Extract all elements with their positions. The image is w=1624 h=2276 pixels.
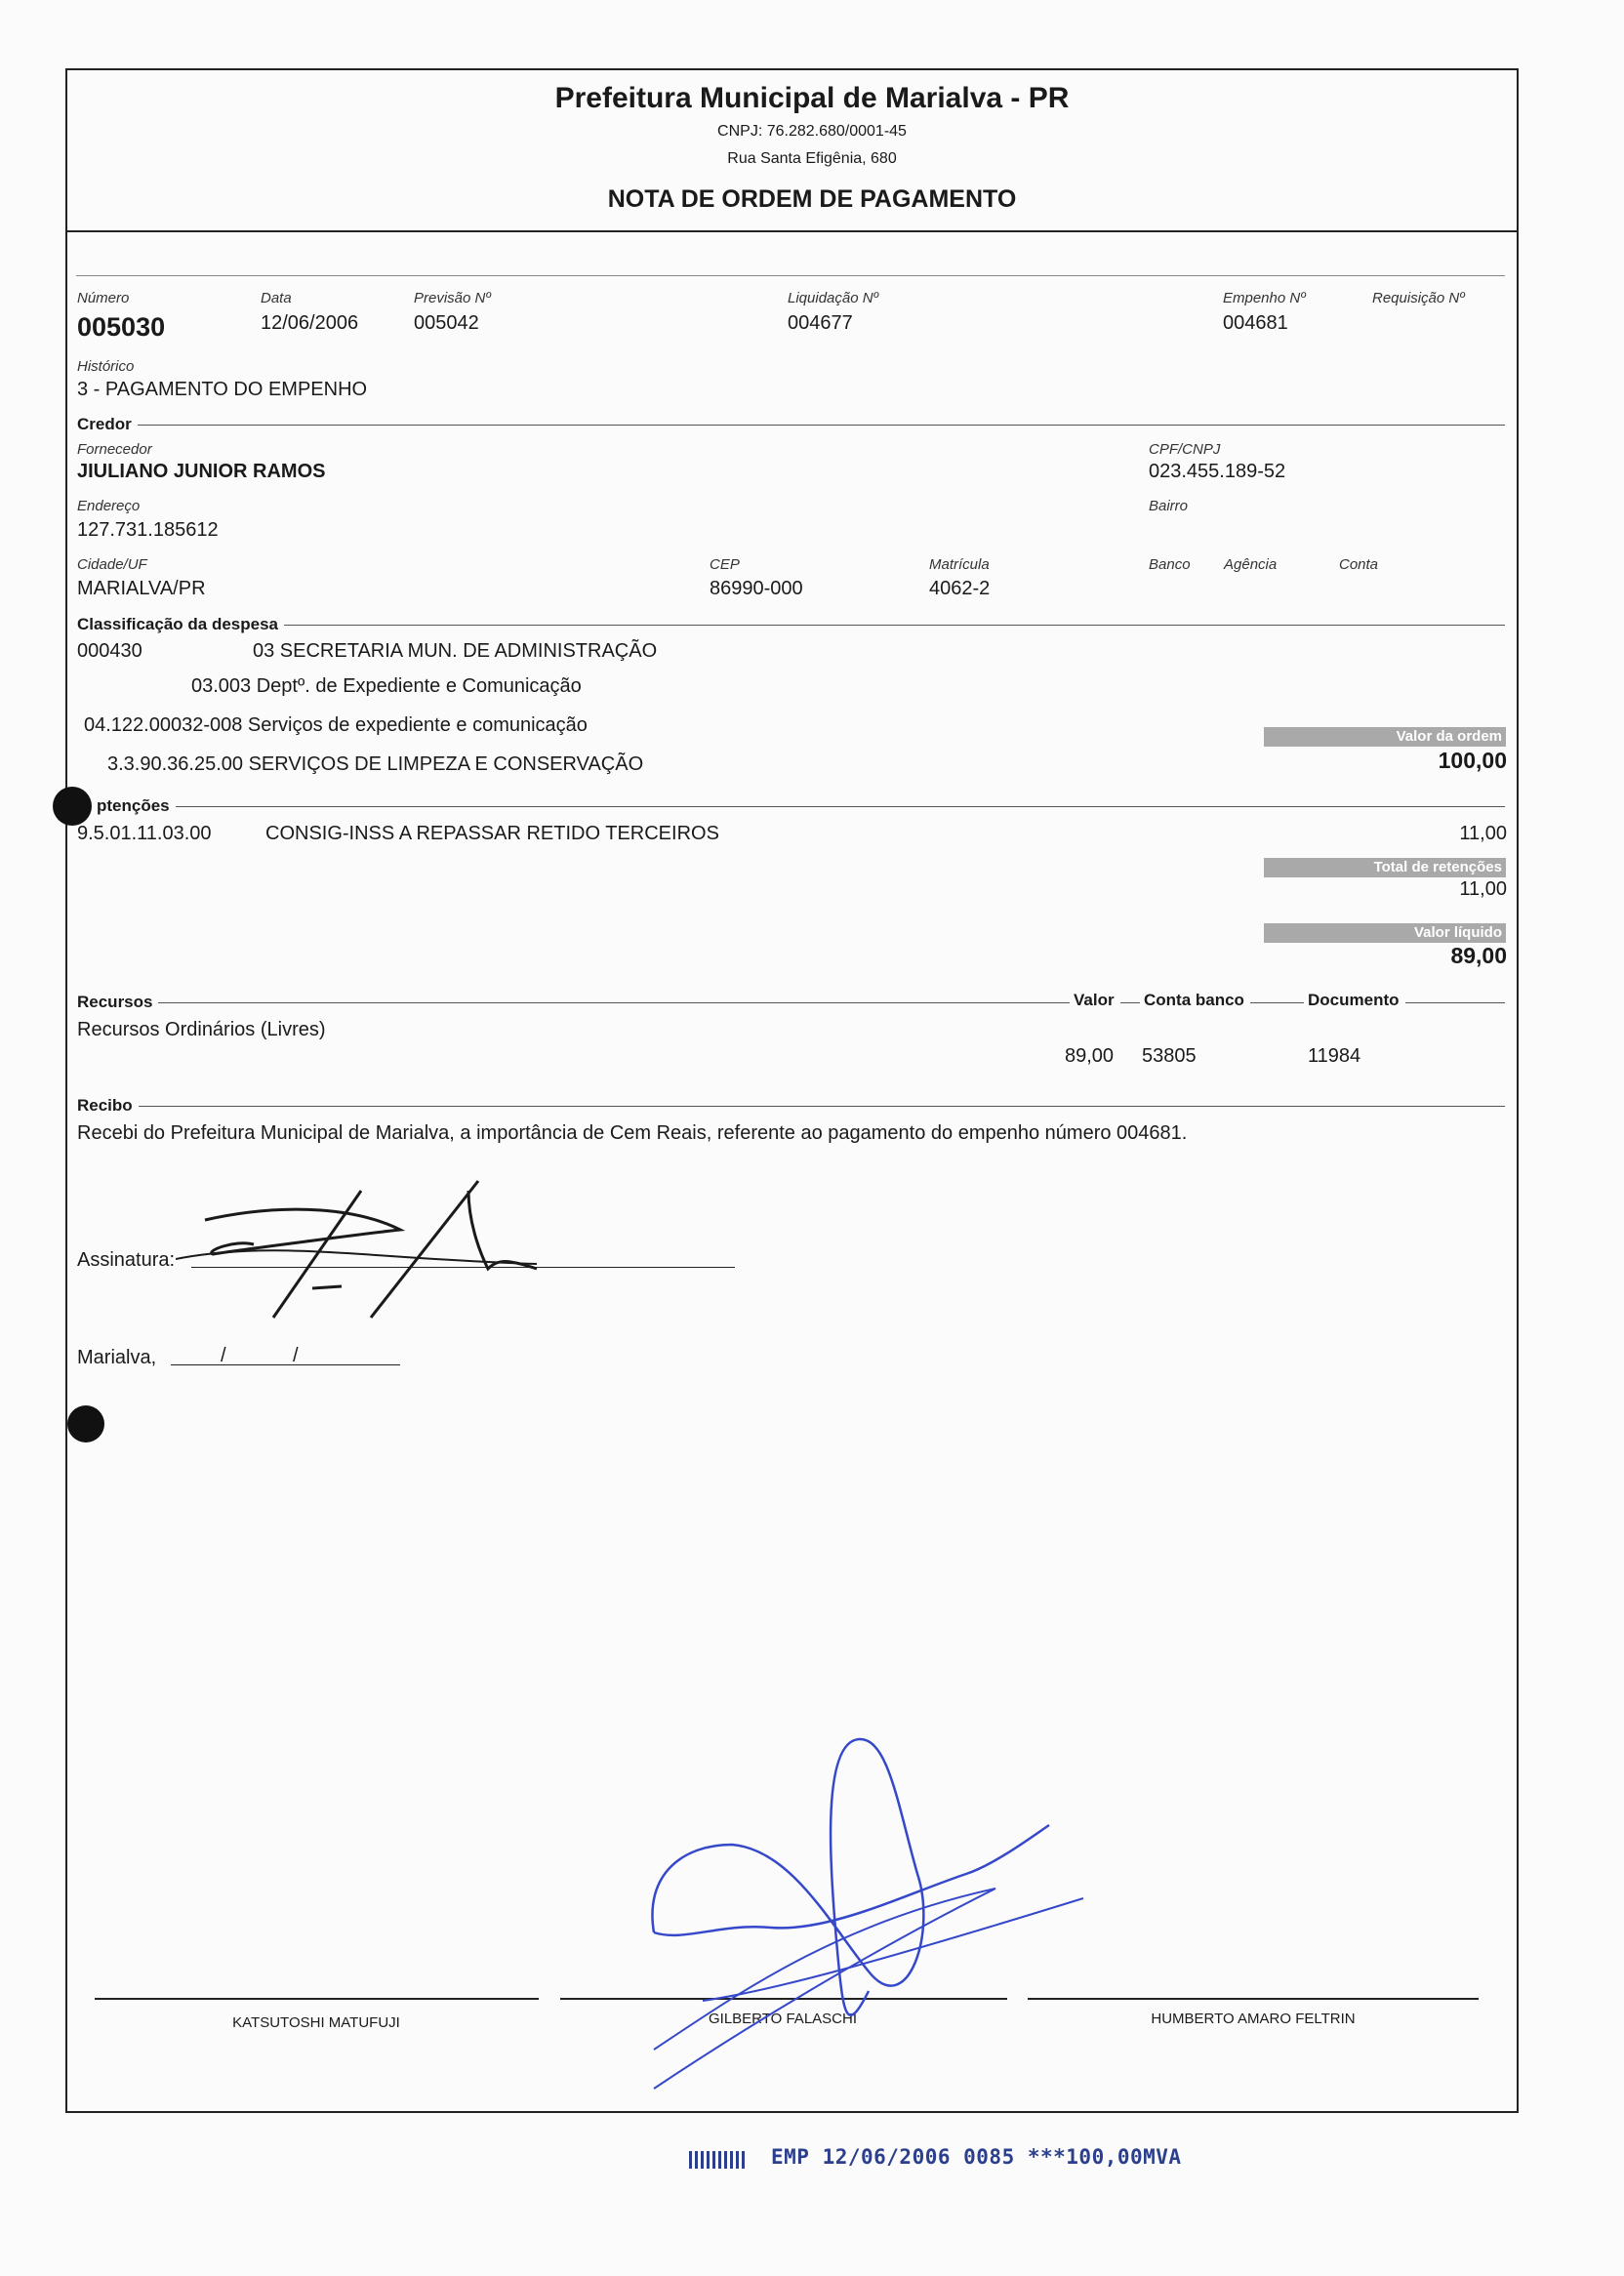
classificacao-section: Classificação da despesa — [77, 615, 284, 634]
conta-label: Conta — [1339, 556, 1379, 573]
recursos-documento-label: Documento — [1304, 991, 1405, 1010]
credor-rule — [77, 425, 1505, 426]
bairro-label: Bairro — [1149, 498, 1189, 514]
address: Rua Santa Efigênia, 680 — [727, 150, 897, 167]
data-value: 12/06/2006 — [261, 312, 359, 334]
liquidacao-label: Liquidação Nº — [788, 290, 879, 306]
agencia-label: Agência — [1224, 556, 1278, 573]
retencao-desc: CONSIG-INSS A REPASSAR RETIDO TERCEIROS — [265, 823, 719, 844]
recursos-fonte: Recursos Ordinários (Livres) — [77, 1019, 326, 1040]
orgao: 03 SECRETARIA MUN. DE ADMINISTRAÇÃO — [253, 640, 658, 662]
recibo-text: Recebi do Prefeitura Municipal de Marialva, a importância de Cem Reais, referente ao pagamento do empenho número 004681. — [77, 1122, 1188, 1144]
retencao-code: 9.5.01.11.03.00 — [77, 823, 212, 844]
cidade-value: MARIALVA/PR — [77, 578, 206, 599]
total-retencoes-label: Total de retenções — [1264, 858, 1506, 877]
blue-ink-signature-icon — [625, 1727, 1093, 2098]
assinatura-label: Assinatura: — [77, 1249, 176, 1271]
punch-hole-top — [53, 787, 92, 826]
recursos-rule — [77, 1002, 1505, 1003]
recursos-valor: 89,00 — [1065, 1045, 1115, 1067]
historico-value: 3 - PAGAMENTO DO EMPENHO — [77, 379, 368, 400]
empenho-value: 004681 — [1223, 312, 1288, 334]
page-title: Prefeitura Municipal de Marialva - PR — [554, 82, 1070, 114]
valor-ordem-value: 100,00 — [1438, 748, 1507, 773]
stamp-barcode-icon — [689, 2151, 748, 2169]
receipt-signature-icon — [176, 1161, 586, 1337]
date-line — [171, 1364, 400, 1365]
stamp-text: EMP 12/06/2006 0085 ***100,00MVA — [771, 2145, 1182, 2169]
fornecedor-value: JIULIANO JUNIOR RAMOS — [77, 461, 326, 482]
recursos-valor-label: Valor — [1070, 991, 1120, 1010]
recibo-rule — [77, 1106, 1505, 1107]
matricula-value: 4062-2 — [929, 578, 991, 599]
fornecedor-label: Fornecedor — [77, 441, 152, 458]
classificacao-rule — [77, 625, 1505, 626]
liquidacao-value: 004677 — [788, 312, 853, 334]
empenho-label: Empenho Nº — [1223, 290, 1306, 306]
matricula-label: Matrícula — [929, 556, 990, 573]
unidade: 03.003 Deptº. de Expediente e Comunicação — [191, 675, 582, 697]
valor-liquido-value: 89,00 — [1450, 943, 1507, 968]
signatory-1: KATSUTOSHI MATUFUJI — [232, 2014, 400, 2031]
previsao-value: 005042 — [414, 312, 479, 334]
date-slash-2: / — [293, 1345, 299, 1366]
endereco-label: Endereço — [77, 498, 141, 514]
retencoes-rule — [77, 806, 1505, 807]
retencoes-section: ptenções — [77, 796, 176, 816]
banco-label: Banco — [1149, 556, 1191, 573]
historico-label: Histórico — [77, 358, 135, 375]
numero-label: Número — [77, 290, 130, 306]
recursos-section: Recursos — [77, 993, 158, 1012]
signatory-2: GILBERTO FALASCHI — [709, 2011, 857, 2027]
header-divider — [65, 230, 1519, 232]
previsao-label: Previsão Nº — [414, 290, 491, 306]
date-slash-1: / — [221, 1345, 226, 1366]
cnpj: CNPJ: 76.282.680/0001-45 — [717, 123, 907, 140]
top-rule — [76, 275, 1505, 276]
cpf-label: CPF/CNPJ — [1149, 441, 1221, 458]
document-title: NOTA DE ORDEM DE PAGAMENTO — [607, 185, 1017, 213]
recibo-section: Recibo — [77, 1096, 139, 1116]
valor-liquido-label: Valor líquido — [1264, 923, 1506, 943]
data-label: Data — [261, 290, 292, 306]
total-retencoes-value: 11,00 — [1459, 878, 1507, 900]
classificacao-code: 000430 — [77, 640, 142, 662]
cidade-label: Cidade/UF — [77, 556, 147, 573]
local-label: Marialva, — [77, 1347, 157, 1368]
valor-ordem-label: Valor da ordem — [1264, 727, 1506, 747]
elemento: 3.3.90.36.25.00 SERVIÇOS DE LIMPEZA E CONSERVAÇÃO — [107, 753, 644, 775]
cpf-value: 023.455.189-52 — [1149, 461, 1286, 482]
funcional: 04.122.00032-008 Serviços de expediente e comunicação — [84, 714, 588, 736]
recursos-conta: 53805 — [1142, 1045, 1197, 1067]
punch-hole-bottom — [67, 1405, 104, 1443]
endereco-value: 127.731.185612 — [77, 519, 219, 541]
signature-line-1 — [95, 1998, 539, 2000]
recursos-documento: 11984 — [1308, 1045, 1361, 1067]
retencao-valor: 11,00 — [1459, 823, 1507, 844]
recursos-conta-label: Conta banco — [1140, 991, 1250, 1010]
cep-label: CEP — [710, 556, 740, 573]
credor-section: Credor — [77, 415, 138, 434]
signatory-3: HUMBERTO AMARO FELTRIN — [1151, 2011, 1356, 2027]
signature-line-3 — [1028, 1998, 1479, 2000]
numero-value: 005030 — [77, 312, 166, 342]
cep-value: 86990-000 — [710, 578, 803, 599]
requisicao-label: Requisição Nº — [1372, 290, 1465, 306]
